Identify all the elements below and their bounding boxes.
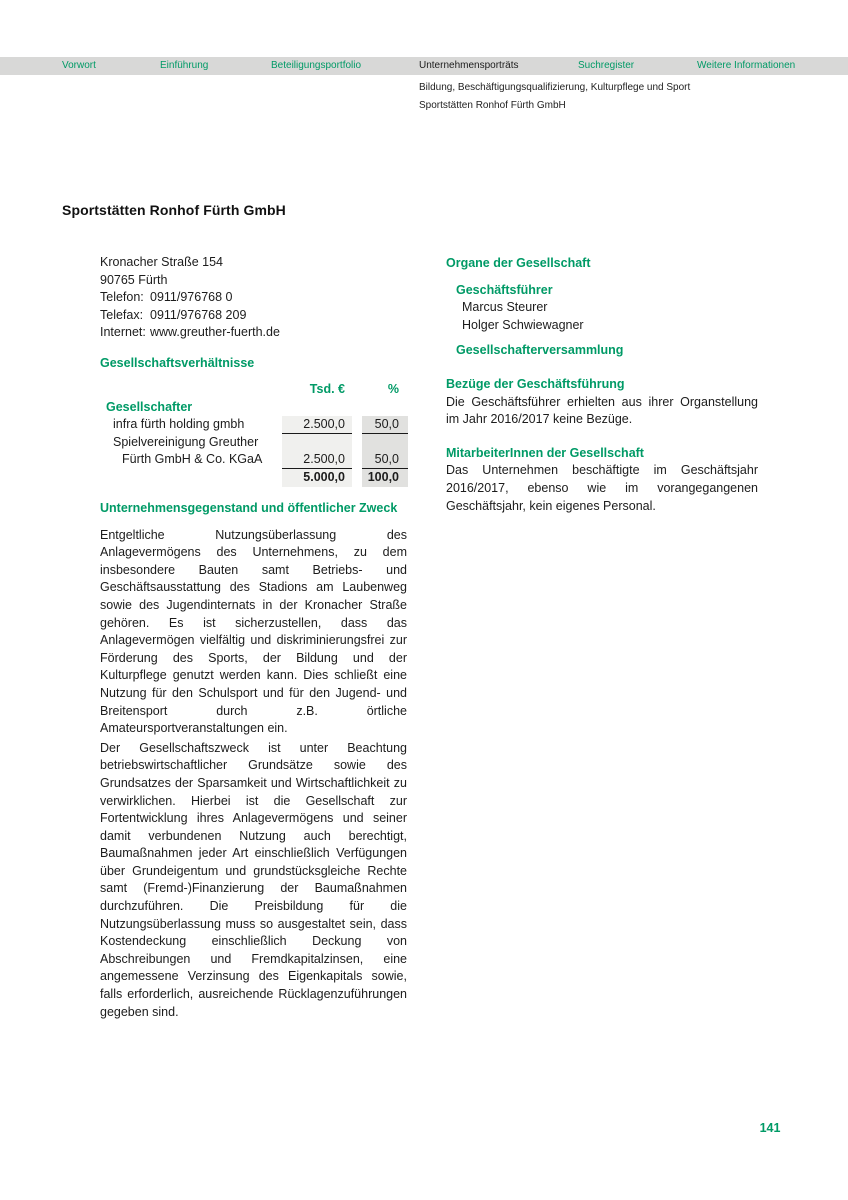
phone-row (100, 289, 407, 307)
shareholder-name: Spielvereinigung Greuther (113, 434, 259, 449)
assembly-heading: Gesellschafterversammlung (456, 343, 624, 358)
column-header-tsd-eur: Tsd. € (309, 382, 345, 396)
nav-item-einfuehrung[interactable]: Einführung (160, 60, 209, 71)
nav-item-vorwort[interactable]: Vorwort (62, 60, 96, 71)
shareholder-capital: 2.500,0 (282, 451, 352, 469)
fax-row (100, 307, 407, 325)
fax-label: Telefax: (100, 307, 144, 322)
management-heading: Geschäftsführer (456, 282, 553, 297)
employees-text: Das Unternehmen beschäftigte im Geschäftsjahr 2016/2017, ebenso wie im vorangegangenen Geschäftsjahr, kein eigenes Personal. (446, 463, 758, 513)
contact-block (100, 254, 407, 342)
manager-name: Holger Schwiewagner (462, 317, 584, 332)
breadcrumb (419, 79, 690, 115)
column-header-percent: % (387, 382, 399, 396)
total-percent: 100,0 (362, 469, 408, 487)
table-row (100, 416, 408, 434)
shareholder-percent: 50,0 (362, 451, 408, 469)
table-row (100, 451, 408, 469)
shareholder-name-continued: Fürth GmbH & Co. KGaA (122, 452, 263, 467)
phone-label: Telefon: (100, 290, 144, 305)
organs-heading: Organe der Gesellschaft (446, 256, 591, 270)
nav-item-weitere-informationen[interactable]: Weitere Informationen (697, 60, 796, 71)
nav-item-suchregister[interactable]: Suchregister (578, 60, 635, 71)
shareholder-capital: 2.500,0 (282, 416, 352, 434)
group-header-gesellschafter: Gesellschafter (106, 399, 193, 414)
table-total-row (100, 469, 408, 487)
table-header-row (100, 381, 408, 399)
fax-value: 0911/976768 209 (150, 307, 247, 322)
purpose-paragraph-2: Der Gesellschaftszweck ist unter Beachtung betriebswirtschaftlicher Grundsätze sowie des Grundsatzes der Sparsamkeit und Wirtschaftlichkeit zu verwirklichen. Hierbei ist die Gesellschaft zur Fortentwicklung ihres Anlagevermögens und seiner damit verbundenen Nutzung auch berechtigt, Baumaßnahmen jeder Art einschließlich Verfügungen über Grundeigentum und grundstücksgleiche Rechte samt (Fremd-)Finanzierung der Baumaßnahmen durchzuführen. Die Preisbildung für die Nutzungsüberlassung muss so ausgestaltet sein, dass Kostendeckung einschließlich Deckung von Abschreibungen und Fremdkapitalzinsen, eine angemessene Verzinsung des Eigenkapitals sowie, falls erforderlich, ausreichende Rücklagenzuführungen gegeben sind. (100, 740, 407, 1019)
ownership-table (100, 381, 408, 487)
internet-url: www.greuther-fuerth.de (150, 325, 280, 340)
remuneration-text: Die Geschäftsführer erhielten aus ihrer Organstellung im Jahr 2016/2017 keine Bezüge. (446, 394, 758, 427)
page-title: Sportstätten Ronhof Fürth GmbH (62, 202, 286, 218)
page-number: 141 (759, 1121, 781, 1135)
shareholder-name: infra fürth holding gmbh (113, 417, 245, 432)
table-group-header-row (100, 399, 408, 417)
purpose-paragraph-1: Entgeltliche Nutzungsüberlassung des Anlagevermögens des Unternehmens, zu dem insbesondere Bauten samt Betriebs- und Geschäftsausstattung des Stadions am Laubenweg sowie des Jugendinternats in der Kronacher Straße gehören. Es ist sicherzustellen, dass das Anlagevermögen vielfältig und diskriminierungsfrei zur Förderung des Sports, der Bildung und der Kulturpflege genutzt werden kann. Dies schließt eine Nutzung für den Schulsport und für den Jugend- und Breitensport durch z.B. örtliche Amateursportveranstaltungen ein. (100, 527, 407, 736)
address-city: 90765 Fürth (100, 272, 168, 287)
internet-row (100, 324, 407, 342)
breadcrumb-category: Bildung, Beschäftigungsqualifizierung, Kulturpflege und Sport (419, 82, 691, 93)
purpose-section (100, 500, 407, 1023)
ownership-section-heading: Gesellschaftsverhältnisse (100, 356, 255, 370)
internet-label: Internet: (100, 325, 146, 340)
shareholder-percent: 50,0 (362, 416, 408, 434)
total-capital: 5.000,0 (282, 469, 352, 487)
breadcrumb-company: Sportstätten Ronhof Fürth GmbH (419, 100, 566, 111)
purpose-heading: Unternehmensgegenstand und öffentlicher Zweck (100, 501, 398, 515)
phone-value: 0911/976768 0 (150, 290, 233, 305)
right-column (446, 255, 758, 515)
manager-name: Marcus Steurer (462, 300, 548, 315)
top-navigation (0, 57, 848, 75)
address-street: Kronacher Straße 154 (100, 255, 223, 269)
table-row (100, 434, 408, 452)
nav-item-unternehmensportraets[interactable]: Unternehmensporträts (419, 60, 519, 71)
remuneration-heading: Bezüge der Geschäftsführung (446, 376, 625, 391)
employees-heading: MitarbeiterInnen der Gesellschaft (446, 445, 644, 460)
nav-item-beteiligungsportfolio[interactable]: Beteiligungsportfolio (271, 60, 362, 71)
